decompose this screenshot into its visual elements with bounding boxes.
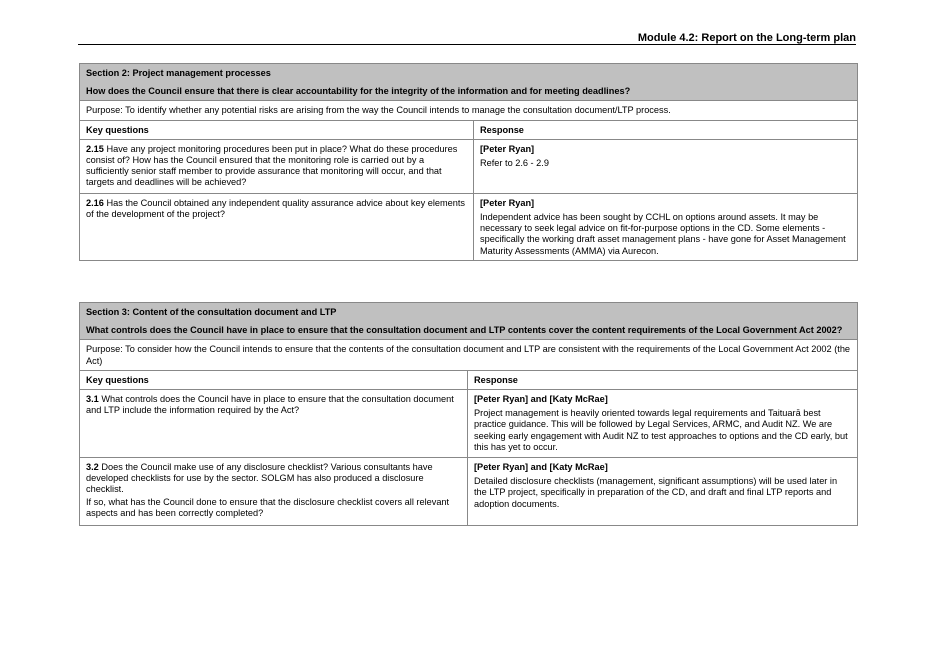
table-row (80, 193, 858, 260)
section-2-header (80, 64, 858, 101)
question-number: 3.1 (86, 394, 99, 405)
section-3-header-row (80, 303, 858, 340)
question-text: Has the Council obtained any independent quality assurance advice about key elements of the development of the project? (86, 197, 465, 220)
question-number: 2.16 (86, 197, 104, 208)
question-text-followup: If so, what has the Council done to ensure that the disclosure checklist covers all relevant aspects and has been correctly completed? (86, 496, 450, 518)
question-number: 3.2 (86, 462, 99, 473)
question-cell (80, 390, 468, 458)
response-text: Refer to 2.6 - 2.9 (480, 158, 549, 169)
section-3-title: Section 3: Content of the consultation document and LTP (86, 307, 337, 317)
section-3-purpose-row (80, 340, 858, 370)
responder-name: [Peter Ryan] (480, 197, 535, 208)
response-header: Response (468, 370, 858, 389)
responder-name: [Peter Ryan] and [Katy McRae] (474, 462, 608, 473)
question-cell (80, 193, 474, 260)
response-cell (474, 139, 858, 193)
question-number: 2.15 (86, 143, 104, 154)
response-cell (474, 193, 858, 260)
question-cell (80, 458, 468, 526)
table-row (80, 139, 858, 193)
question-text: Does the Council make use of any disclosure checklist? Various consultants have developed checklists for use by the sector. SOLGM has also produced a disclosure checklist. (86, 462, 433, 495)
section-2-table (79, 63, 858, 261)
section-2-purpose: Purpose: To identify whether any potential risks are arising from the way the Council intends to manage the consultation document/LTP process. (80, 101, 858, 120)
section-2-column-headers (80, 120, 858, 139)
page-header (78, 30, 856, 45)
response-text: Independent advice has been sought by CCHL on options around assets. It may be necessary to seek legal advice on fit-for-purpose options in the CD. Some elements - specifically the working draft asset management plans - have gone for Asset Management Maturity Assessments (AMMA) via Aurecon. (480, 212, 846, 256)
response-cell (468, 390, 858, 458)
table-row (80, 390, 858, 458)
section-3-column-headers (80, 370, 858, 389)
section-2-question: How does the Council ensure that there is clear accountability for the integrity of the information and for meeting deadlines? (86, 86, 631, 97)
responder-name: [Peter Ryan] and [Katy McRae] (474, 394, 608, 405)
question-text: Have any project monitoring procedures been put in place? What do these procedures consist of? How has the Council ensured that the monitoring role is carried out by a sufficiently senior staff member to provide assurance that monitoring will occur, and that targets and deadlines will be achieved? (86, 143, 458, 188)
response-text: Project management is heavily oriented towards legal requirements and Taituarā best practice guidance. This will be followed by Legal Services, ARMC, and Audit NZ. We are seeking early engagement with Audit NZ to test approaches to options and the CD early, but this has yet to occur. (474, 408, 848, 452)
section-2-title: Section 2: Project management processes (86, 68, 271, 78)
key-questions-header: Key questions (80, 120, 474, 139)
response-header: Response (474, 120, 858, 139)
section-3-purpose: Purpose: To consider how the Council intends to ensure that the contents of the consultation document and LTP are consistent with the requirements of the Local Government Act 2002 (the Act) (80, 340, 858, 370)
module-title: Module 4.2: Report on the Long-term plan (637, 32, 856, 44)
response-cell (468, 458, 858, 526)
table-row (80, 458, 858, 526)
section-3-header (80, 303, 858, 340)
section-2-purpose-row (80, 101, 858, 120)
responder-name: [Peter Ryan] (480, 143, 535, 154)
question-cell (80, 139, 474, 193)
response-text: Detailed disclosure checklists (management, significant assumptions) will be used later in the LTP project, specifically in preparation of the CD, and draft and final LTP reports and adoption documents. (474, 476, 838, 509)
key-questions-header: Key questions (80, 370, 468, 389)
section-3-question: What controls does the Council have in place to ensure that the consultation document and LTP contents cover the content requirements of the Local Government Act 2002? (86, 325, 843, 336)
section-3-table (79, 302, 858, 526)
section-2-header-row (80, 64, 858, 101)
question-text: What controls does the Council have in place to ensure that the consultation document and LTP include the information required by the Act? (86, 394, 454, 416)
